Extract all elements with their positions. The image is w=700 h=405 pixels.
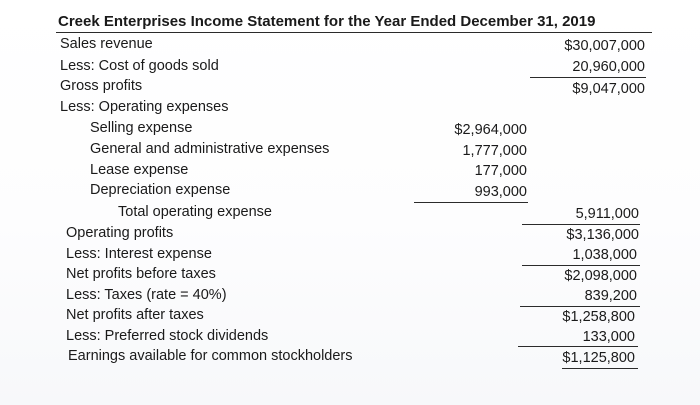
net-profits-before-taxes-value: $2,098,000 — [564, 268, 637, 284]
earnings-common-value: $1,125,800 — [562, 350, 635, 366]
net-profits-before-taxes-label: Net profits before taxes — [66, 266, 216, 282]
depreciation-expense-value: 993,000 — [474, 184, 527, 200]
selling-expense-value: $2,964,000 — [454, 122, 527, 138]
interest-expense-underline — [522, 265, 640, 266]
sales-revenue-value: $30,007,000 — [564, 38, 645, 54]
net-profits-after-taxes-value: $1,258,800 — [562, 309, 635, 325]
interest-expense-value: 1,038,000 — [572, 247, 637, 263]
total-operating-expense-label: Total operating expense — [118, 204, 272, 220]
cogs-value: 20,960,000 — [572, 59, 645, 75]
taxes-value: 839,200 — [584, 288, 637, 304]
preferred-dividends-label: Less: Preferred stock dividends — [66, 328, 269, 344]
lease-expense-label: Lease expense — [90, 162, 189, 178]
taxes-label: Less: Taxes (rate = 40%) — [66, 287, 227, 303]
statement-title: Creek Enterprises Income Statement for the Year Ended December 31, 2019 — [58, 13, 596, 30]
preferred-dividends-underline — [518, 346, 638, 347]
total-operating-expense-value: 5,911,000 — [575, 206, 639, 222]
sales-revenue-label: Sales revenue — [60, 36, 153, 52]
selling-expense-label: Selling expense — [90, 120, 193, 136]
net-profits-after-taxes-label: Net profits after taxes — [66, 307, 204, 323]
preferred-dividends-value: 133,000 — [582, 329, 635, 345]
cogs-label: Less: Cost of goods sold — [60, 58, 219, 74]
lease-expense-value: 177,000 — [474, 163, 527, 179]
ga-expenses-value: 1,777,000 — [462, 143, 527, 159]
earnings-common-label: Earnings available for common stockholders — [68, 348, 353, 364]
cogs-underline — [530, 77, 646, 78]
interest-expense-label: Less: Interest expense — [66, 246, 212, 262]
earnings-double-underline-top — [562, 368, 638, 369]
depreciation-expense-label: Depreciation expense — [90, 182, 231, 198]
taxes-underline — [520, 306, 640, 307]
ga-expenses-label: General and administrative expenses — [90, 141, 330, 157]
depreciation-underline — [414, 202, 528, 203]
gross-profits-label: Gross profits — [60, 78, 143, 94]
title-underline — [56, 32, 652, 33]
operating-profits-value: $3,136,000 — [566, 227, 639, 243]
operating-expenses-label: Less: Operating expenses — [60, 99, 229, 115]
total-operating-expense-underline — [522, 224, 640, 225]
gross-profits-value: $9,047,000 — [572, 81, 645, 97]
operating-profits-label: Operating profits — [66, 225, 174, 241]
